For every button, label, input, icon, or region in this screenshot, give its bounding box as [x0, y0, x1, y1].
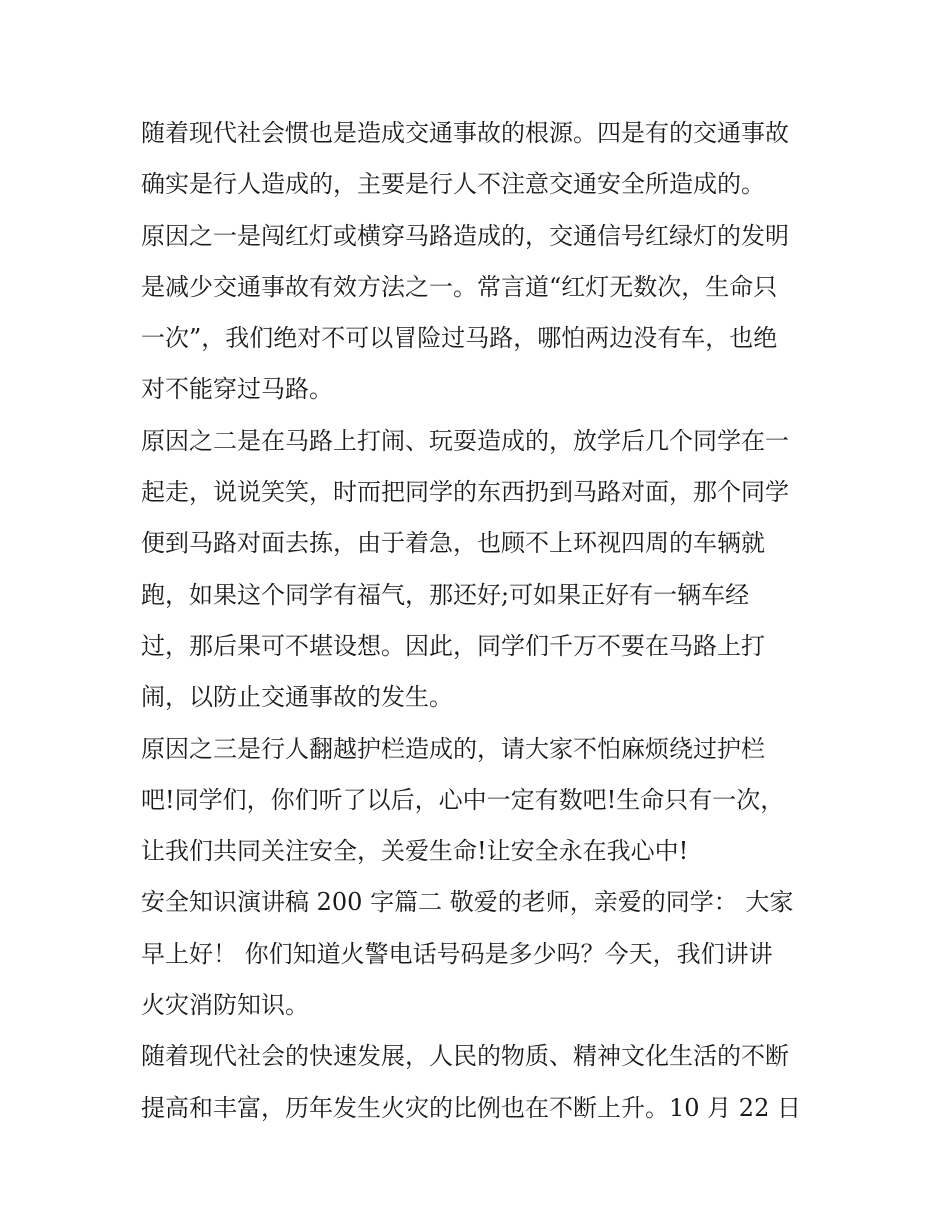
text-line: 闹，以防止交通事故的发生。 [141, 683, 453, 712]
text-line: 起走，说说笑笑，时而把同学的东西扔到马路对面，那个同学 [141, 478, 789, 507]
text-line: 火灾消防知识。 [141, 991, 309, 1020]
text-line: 吧!同学们，你们听了以后，心中一定有数吧!生命只有一次， [141, 785, 785, 814]
text-line: 随着现代社会的快速发展，人民的物质、精神文化生活的不断 [141, 1042, 789, 1071]
text-line: 原因之二是在马路上打闹、玩耍造成的，放学后几个同学在一 [141, 426, 789, 455]
document-body [141, 108, 821, 1134]
text-line: 对不能穿过马路。 [141, 375, 333, 404]
text-line: 是减少交通事故有效方法之一。常言道“红灯无数次，生命只 [141, 272, 778, 301]
text-line: 过，那后果可不堪设想。因此，同学们千万不要在马路上打 [141, 631, 765, 660]
text-line: 让我们共同关注安全，关爱生命!让安全永在我心中! [141, 837, 689, 866]
text-line: 跑，如果这个同学有福气，那还好;可如果正好有一辆车经 [141, 580, 750, 609]
text-line: 早上好！ 你们知道火警电话号码是多少吗？今天，我们讲讲 [141, 939, 773, 968]
text-line: 便到马路对面去拣，由于着急，也顾不上环视四周的车辆就 [141, 529, 765, 558]
text-line: 原因之三是行人翻越护栏造成的，请大家不怕麻烦绕过护栏 [141, 734, 765, 763]
text-line: 随着现代社会惯也是造成交通事故的根源。四是有的交通事故 [141, 119, 789, 147]
text-line: 安全知识演讲稿 200 字篇二 敬爱的老师，亲爱的同学： 大家 [141, 888, 794, 917]
text-line: 确实是行人造成的，主要是行人不注意交通安全所造成的。 [141, 170, 765, 199]
text-line: 一次”，我们绝对不可以冒险过马路，哪怕两边没有车，也绝 [141, 324, 778, 353]
text-line: 原因之一是闯红灯或横穿马路造成的，交通信号红绿灯的发明 [141, 221, 789, 250]
text-line: 提高和丰富，历年发生火灾的比例也在不断上升。10 月 22 日 [141, 1093, 801, 1122]
